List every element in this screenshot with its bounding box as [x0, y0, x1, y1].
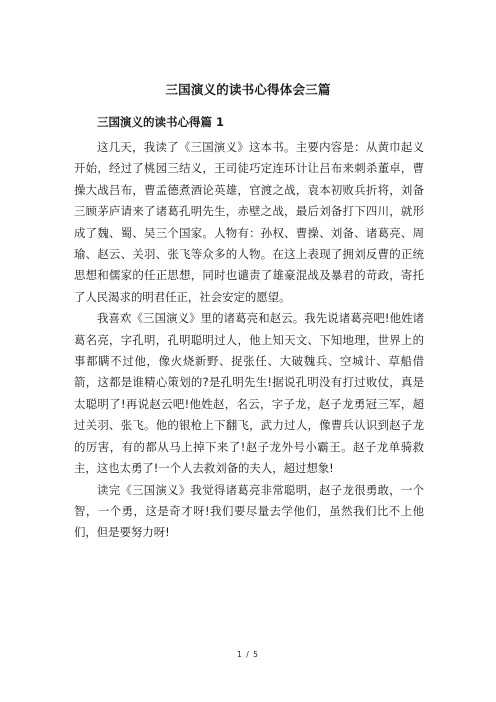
paragraph-characters: 我喜欢《三国演义》里的诸葛亮和赵云。我先说诸葛亮吧!他姓诸葛名亮，字孔明，孔明聪明过人，他上知天文、下知地理，世界上的事都瞒不过他，像火烧新野、捉张任、大破魏兵、空城计、草船借箭，这都是谁精心策划的?是孔明先生!据说孔明没有打过败仗，真是太聪明了!再说赵云吧!他姓赵，名云，字子龙，赵子龙勇冠三军，超过关羽、张飞。他的银枪上下翻飞，武力过人，像曹兵认识到赵子龙的厉害，有的都从马上掉下来了!赵子龙外号小霸王。赵子龙单骑救主，这也太勇了!一个人去救刘备的夫人，超过想象! — [74, 311, 424, 476]
page-number: 1 / 5 — [237, 650, 259, 659]
document-body — [74, 137, 424, 544]
paragraph-summary: 这几天，我读了《三国演义》这本书。主要内容是：从黄巾起义开始，经过了桃园三结义，王司徒巧定连环计让吕布来刺杀董卓，曹操大战吕布，曹孟德煮酒论英雄，官渡之战，袁本初败兵折将，刘备三顾茅庐请来了诸葛孔明先生，赤壁之战，最后刘备打下四川，就形成了魏、蜀、吴三个国家。人物有：孙权、曹操、刘备、诸葛亮、周瑜、赵云、关羽、张飞等众多的人物。在这上表现了拥刘反曹的正统思想和儒家的任正思想，同时也谴责了雄豪混战及暴君的苛政，寄托了人民渴求的明君任正，社会安定的愿望。 — [74, 140, 424, 304]
paragraph-conclusion: 读完《三国演义》我觉得诸葛亮非常聪明，赵子龙很勇敢，一个智，一个勇，这是奇才呀!我们要尽量去学他们，虽然我们比不上他们，但是要努力呀! — [74, 482, 424, 540]
section-title: 三国演义的读书心得篇 1 — [97, 115, 225, 129]
document-title: 三国演义的读书心得体会三篇 — [165, 82, 331, 97]
